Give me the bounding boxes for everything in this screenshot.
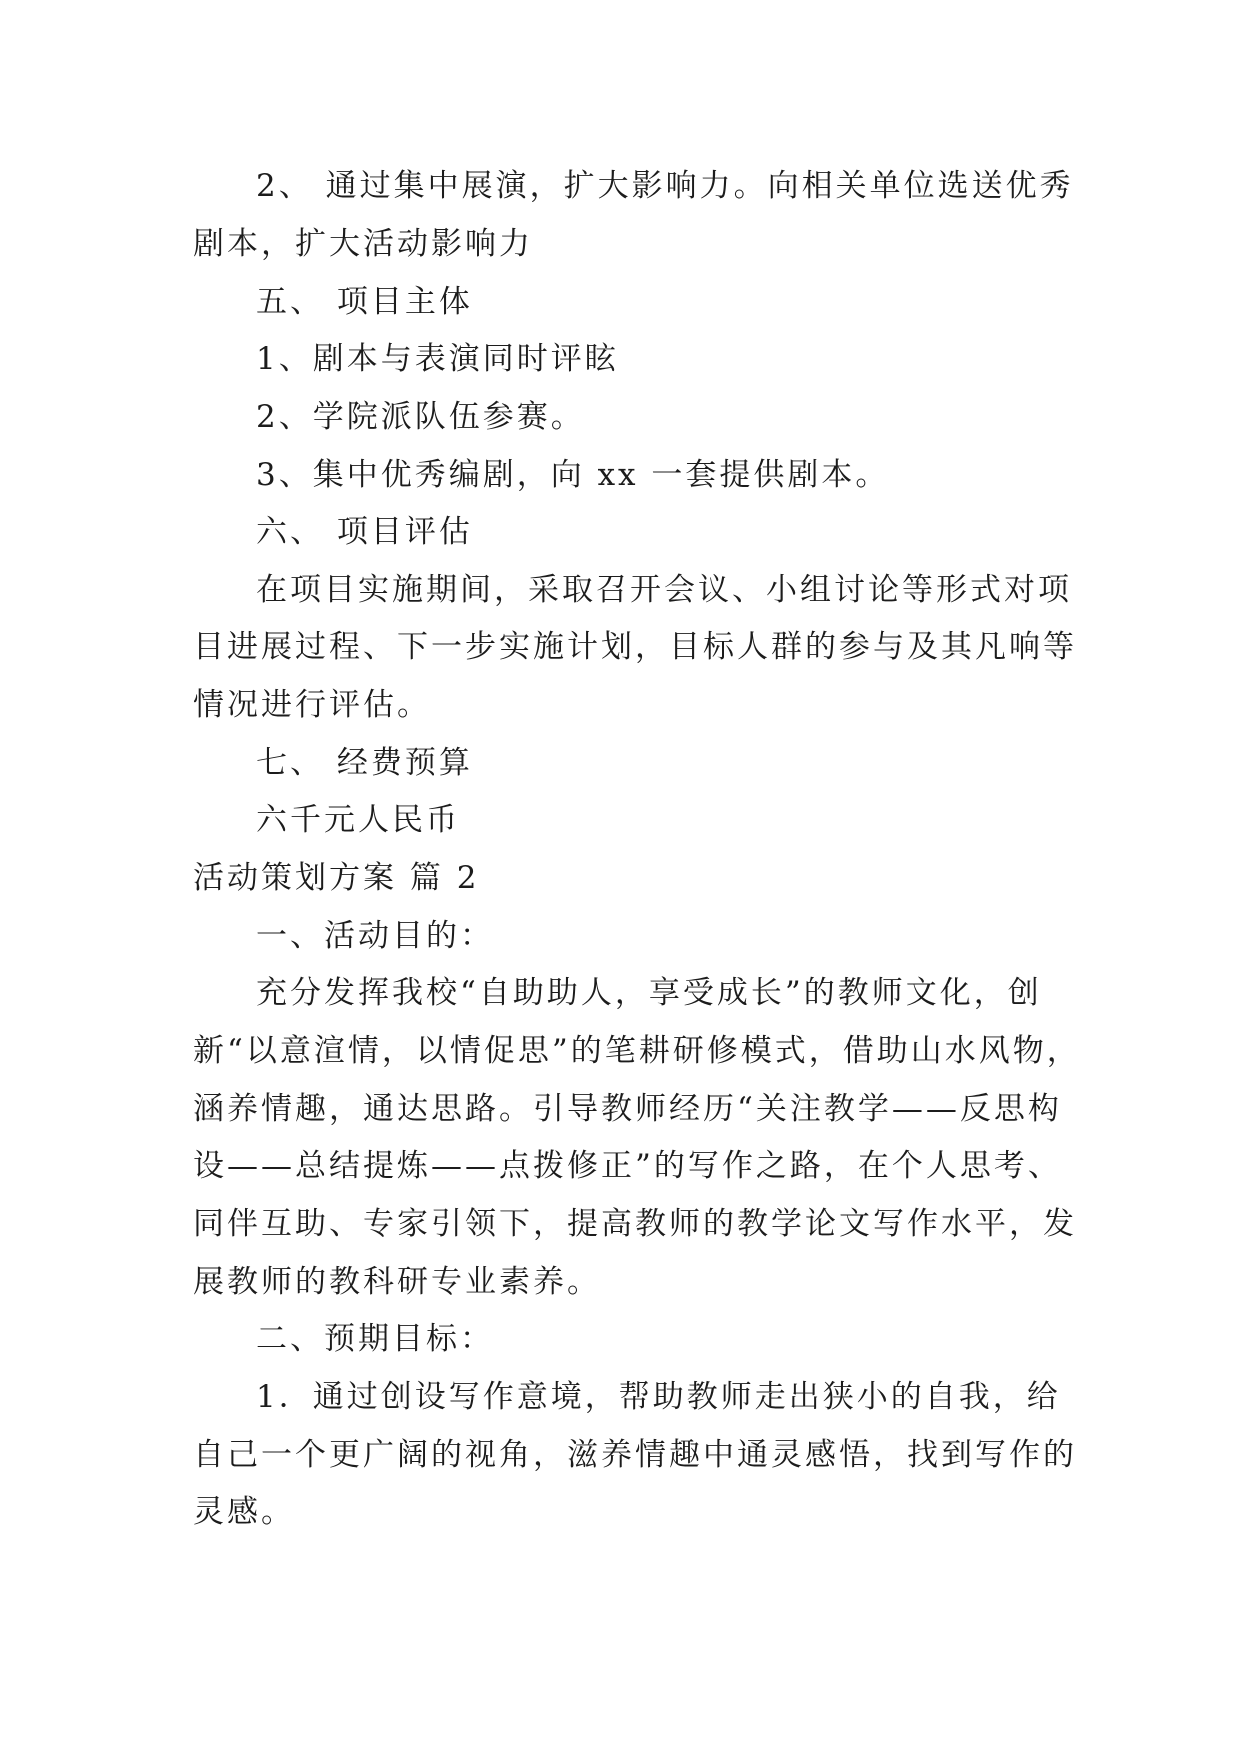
section-heading: 五、 项目主体 <box>256 284 473 320</box>
text-line: 剧本，扩大活动影响力 <box>193 226 533 262</box>
text-line: 充分发挥我校“自助助人，享受成长”的教师文化，创 <box>256 975 1042 1011</box>
list-item: 2、学院派队伍参赛。 <box>256 399 585 435</box>
section-heading: 六、 项目评估 <box>256 514 473 550</box>
text-line: 新“以意渲情，以情促思”的笔耕研修模式，借助山水风物， <box>193 1033 1081 1069</box>
document-title: 活动策划方案 篇 2 <box>193 860 480 896</box>
text-line: 自己一个更广阔的视角，滋养情趣中通灵感悟，找到写作的 <box>193 1437 1077 1473</box>
list-item: 3、集中优秀编剧，向 xx 一套提供剧本。 <box>256 457 890 493</box>
text-line: 设——总结提炼——点拨修正”的写作之路，在个人思考、 <box>193 1148 1062 1184</box>
text-line: 同伴互助、专家引领下，提高教师的教学论文写作水平，发 <box>193 1206 1077 1242</box>
text-line: 目进展过程、下一步实施计划，目标人群的参与及其凡响等 <box>193 629 1077 665</box>
list-item: 1、剧本与表演同时评眩 <box>256 341 619 377</box>
text-line: 涵养情趣，通达思路。引导教师经历“关注教学——反思构 <box>193 1091 1062 1127</box>
text-line: 2、 通过集中展演，扩大影响力。向相关单位选送优秀 <box>256 168 1074 204</box>
text-line: 在项目实施期间，采取召开会议、小组讨论等形式对项 <box>256 572 1072 608</box>
section-heading: 七、 经费预算 <box>256 745 473 781</box>
section-heading: 二、预期目标： <box>256 1321 494 1357</box>
text-line: 六千元人民币 <box>256 802 460 838</box>
list-item: 1．通过创设写作意境，帮助教师走出狭小的自我，给 <box>256 1379 1061 1415</box>
text-line: 灵感。 <box>193 1494 295 1530</box>
text-line: 情况进行评估。 <box>193 687 431 723</box>
section-heading: 一、活动目的： <box>256 918 494 954</box>
text-line: 展教师的教科研专业素养。 <box>193 1264 601 1300</box>
